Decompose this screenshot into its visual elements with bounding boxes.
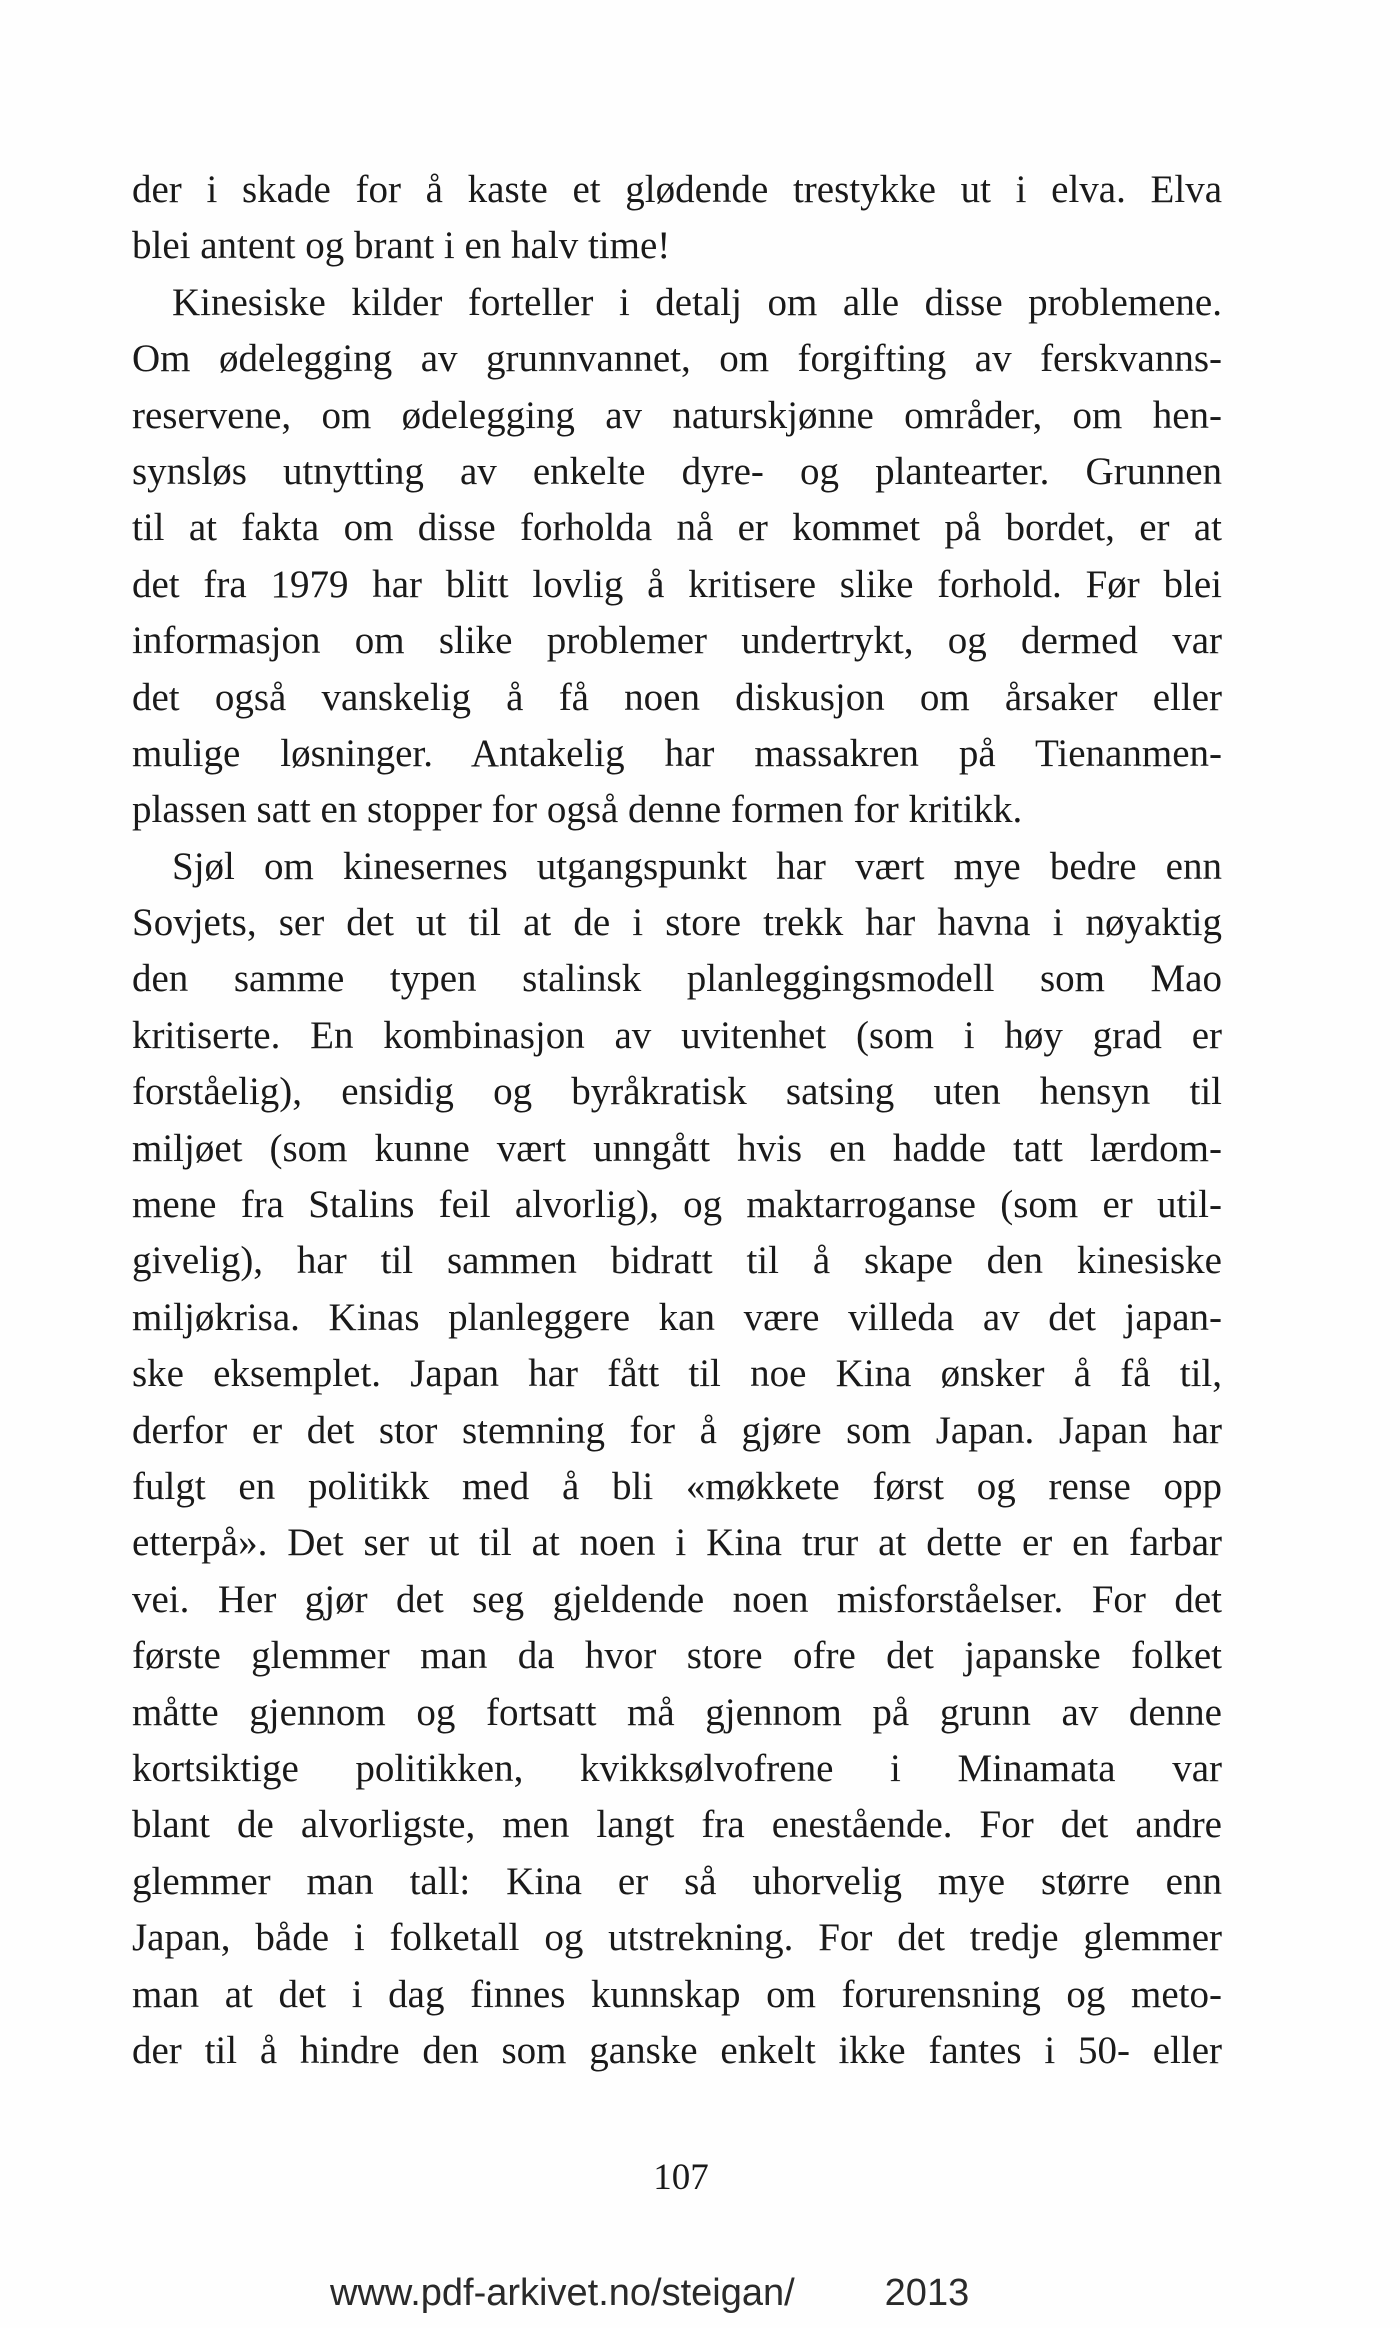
text-line: miljøkrisa. Kinas planleggere kan være villeda av det japan- [132, 1295, 1222, 1339]
text-line: forståelig), ensidig og byråkratisk satsing uten hensyn til [132, 1070, 1222, 1114]
text-line: mene fra Stalins feil alvorlig), og maktarroganse (som er util- [132, 1183, 1222, 1227]
footer [330, 2272, 969, 2315]
text-line: ske eksemplet. Japan har fått til noe Kina ønsker å få til, [132, 1352, 1222, 1396]
text-line: man at det i dag finnes kunnskap om forurensning og meto- [132, 1972, 1222, 2016]
text-line: miljøet (som kunne vært unngått hvis en hadde tatt lærdom- [132, 1126, 1222, 1170]
text-line: blei antent og brant i en halv time! [132, 224, 671, 268]
page-number: 107 [653, 2157, 709, 2198]
body-text [132, 162, 1222, 2079]
text-line: kortsiktige politikken, kvikksølvofrene i Minamata var [132, 1746, 1222, 1790]
text-line: synsløs utnytting av enkelte dyre- og plantearter. Grunnen [132, 449, 1222, 493]
text-line: blant de alvorligste, men langt fra enestående. For det andre [132, 1803, 1222, 1847]
text-line: første glemmer man da hvor store ofre det japanske folket [132, 1634, 1222, 1678]
text-line: Kinesiske kilder forteller i detalj om alle disse problemene. [172, 280, 1222, 324]
text-line: måtte gjennom og fortsatt må gjennom på grunn av denne [132, 1690, 1222, 1734]
text-line: fulgt en politikk med å bli «møkkete først og rense opp [132, 1464, 1222, 1508]
text-line: der til å hindre den som ganske enkelt ikke fantes i 50- eller [132, 2028, 1222, 2072]
text-line: reservene, om ødelegging av naturskjønne områder, om hen- [132, 393, 1222, 437]
text-line: det også vanskelig å få noen diskusjon om årsaker eller [132, 675, 1222, 719]
text-line: mulige løsninger. Antakelig har massakren på Tienanmen- [132, 731, 1222, 775]
text-line: Sjøl om kinesernes utgangspunkt har vært mye bedre enn [172, 844, 1222, 888]
text-line: vei. Her gjør det seg gjeldende noen misforståelser. For det [132, 1577, 1222, 1621]
text-line: den samme typen stalinsk planleggingsmodell som Mao [132, 957, 1222, 1001]
footer-year: 2013 [884, 2272, 970, 2314]
text-line: der i skade for å kaste et glødende trestykke ut i elva. Elva [132, 168, 1222, 211]
text-line: informasjon om slike problemer undertrykt, og dermed var [132, 619, 1222, 663]
text-line: plassen satt en stopper for også denne formen for kritikk. [132, 788, 1023, 832]
text-line: Om ødelegging av grunnvannet, om forgifting av ferskvanns- [132, 337, 1222, 381]
text-line: Sovjets, ser det ut til at de i store trekk har havna i nøyaktig [132, 901, 1222, 945]
text-line: glemmer man tall: Kina er så uhorvelig mye større enn [132, 1859, 1222, 1903]
text-line: kritiserte. En kombinasjon av uvitenhet (som i høy grad er [132, 1013, 1222, 1057]
text-line: etterpå». Det ser ut til at noen i Kina trur at dette er en farbar [132, 1521, 1222, 1565]
text-line: Japan, både i folketall og utstrekning. For det tredje glemmer [132, 1916, 1222, 1960]
text-line: det fra 1979 har blitt lovlig å kritisere slike forhold. Før blei [132, 562, 1222, 606]
text-line: givelig), har til sammen bidratt til å skape den kinesiske [132, 1239, 1222, 1283]
text-line: til at fakta om disse forholda nå er kommet på bordet, er at [132, 506, 1222, 550]
text-line: derfor er det stor stemning for å gjøre som Japan. Japan har [132, 1408, 1222, 1452]
footer-url: www.pdf-arkivet.no/steigan/ [330, 2272, 795, 2314]
